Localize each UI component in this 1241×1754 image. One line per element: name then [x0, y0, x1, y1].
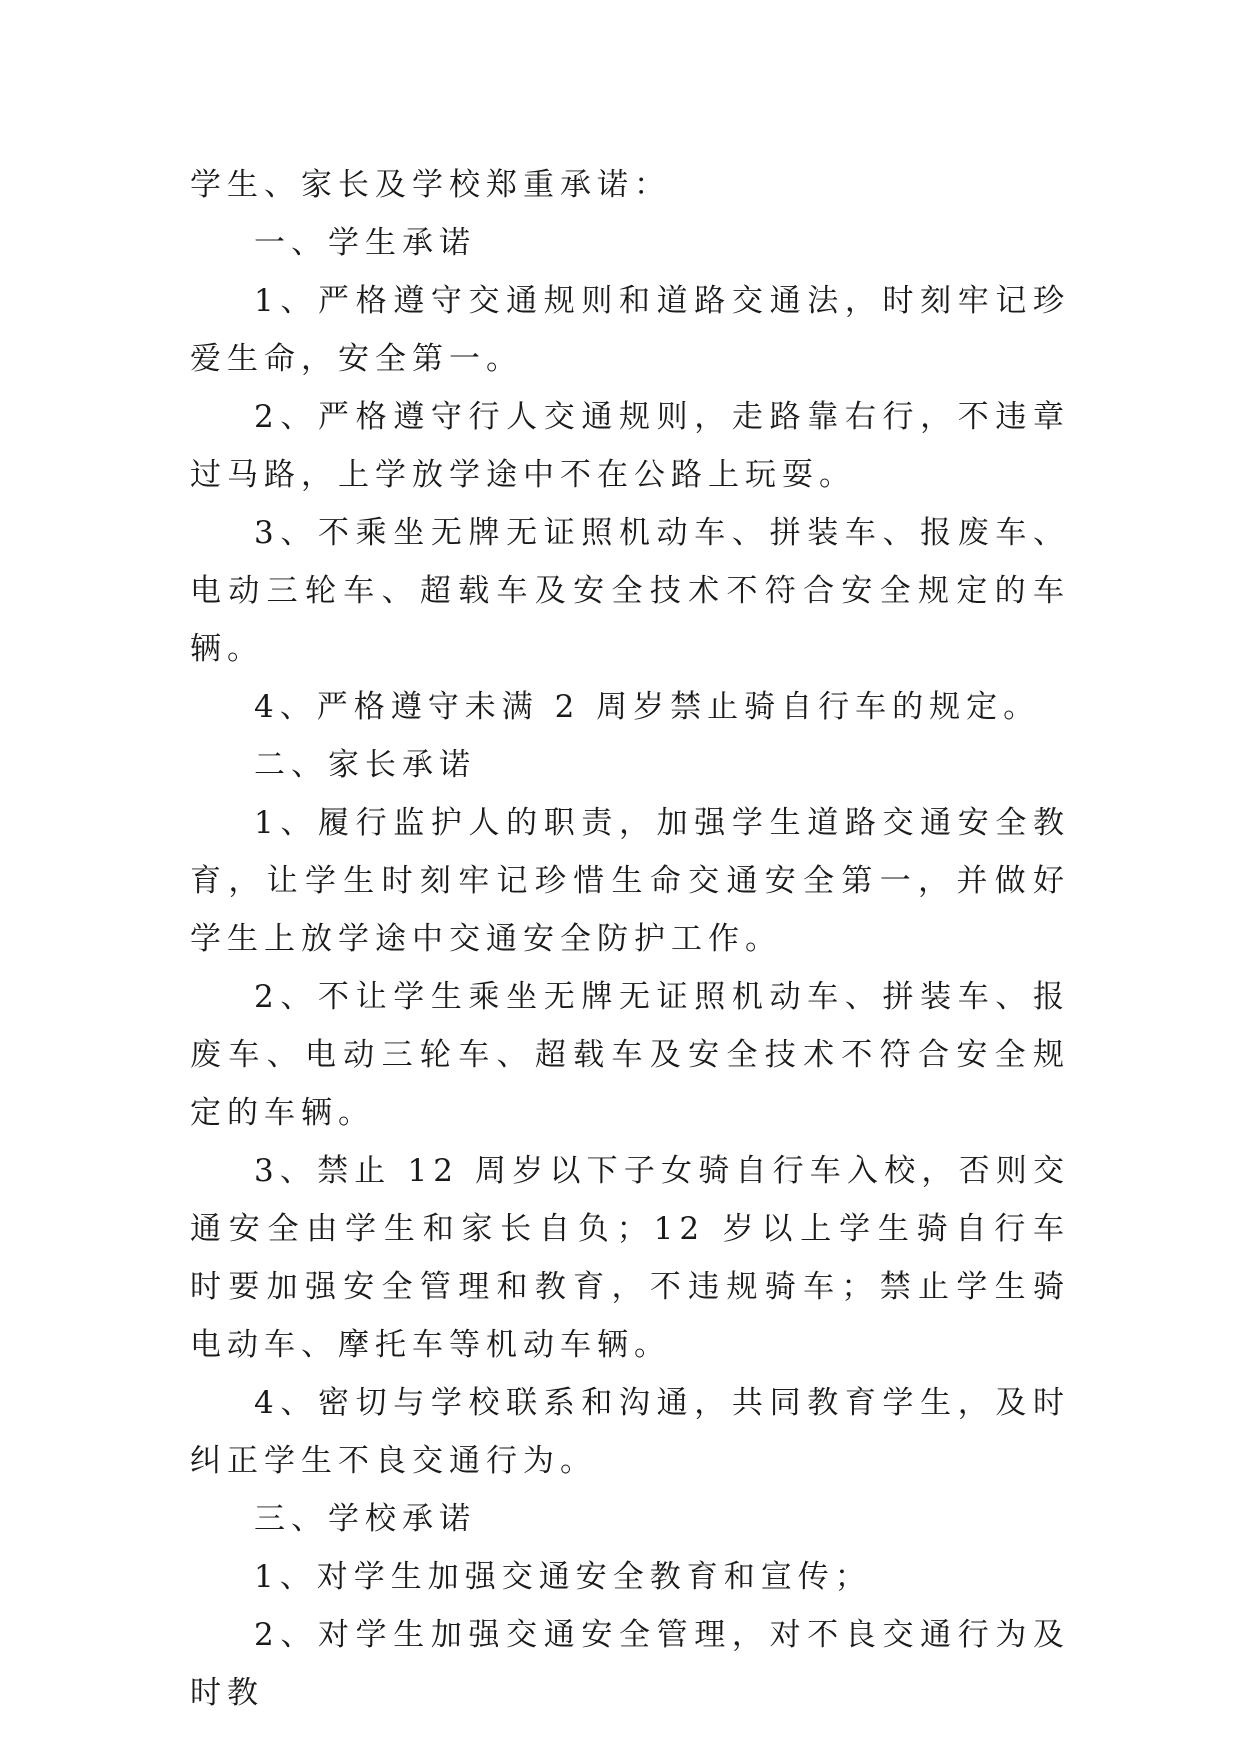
student-item-1: 1、严格遵守交通规则和道路交通法，时刻牢记珍爱生命，安全第一。	[190, 283, 1070, 377]
parent-item-3: 3、禁止 12 周岁以下子女骑自行车入校，否则交通安全由学生和家长自负；12 岁以上学生骑自行车时要加强安全管理和教育，不违规骑车；禁止学生骑电动车、摩托车等机动车辆。	[190, 1153, 1070, 1363]
document-body	[190, 156, 1070, 1722]
intro-paragraph: 学生、家长及学校郑重承诺：	[190, 167, 671, 203]
section-heading-school: 三、学校承诺	[254, 1501, 476, 1537]
school-item-2: 2、对学生加强交通安全管理，对不良交通行为及时教	[190, 1617, 1070, 1711]
section-heading-students: 一、学生承诺	[254, 225, 476, 261]
student-item-3: 3、不乘坐无牌无证照机动车、拼装车、报废车、电动三轮车、超载车及安全技术不符合安全规定的车辆。	[190, 515, 1070, 667]
parent-item-2: 2、不让学生乘坐无牌无证照机动车、拼装车、报废车、电动三轮车、超载车及安全技术不符合安全规定的车辆。	[190, 979, 1070, 1131]
parent-item-4: 4、密切与学校联系和沟通，共同教育学生，及时纠正学生不良交通行为。	[190, 1385, 1070, 1479]
student-item-4: 4、严格遵守未满 2 周岁禁止骑自行车的规定。	[254, 689, 1041, 725]
parent-item-1: 1、履行监护人的职责，加强学生道路交通安全教育，让学生时刻牢记珍惜生命交通安全第一，并做好学生上放学途中交通安全防护工作。	[190, 805, 1070, 957]
school-item-1: 1、对学生加强交通安全教育和宣传；	[254, 1559, 872, 1595]
student-item-2: 2、严格遵守行人交通规则，走路靠右行，不违章过马路，上学放学途中不在公路上玩耍。	[190, 399, 1070, 493]
section-heading-parents: 二、家长承诺	[254, 747, 476, 783]
